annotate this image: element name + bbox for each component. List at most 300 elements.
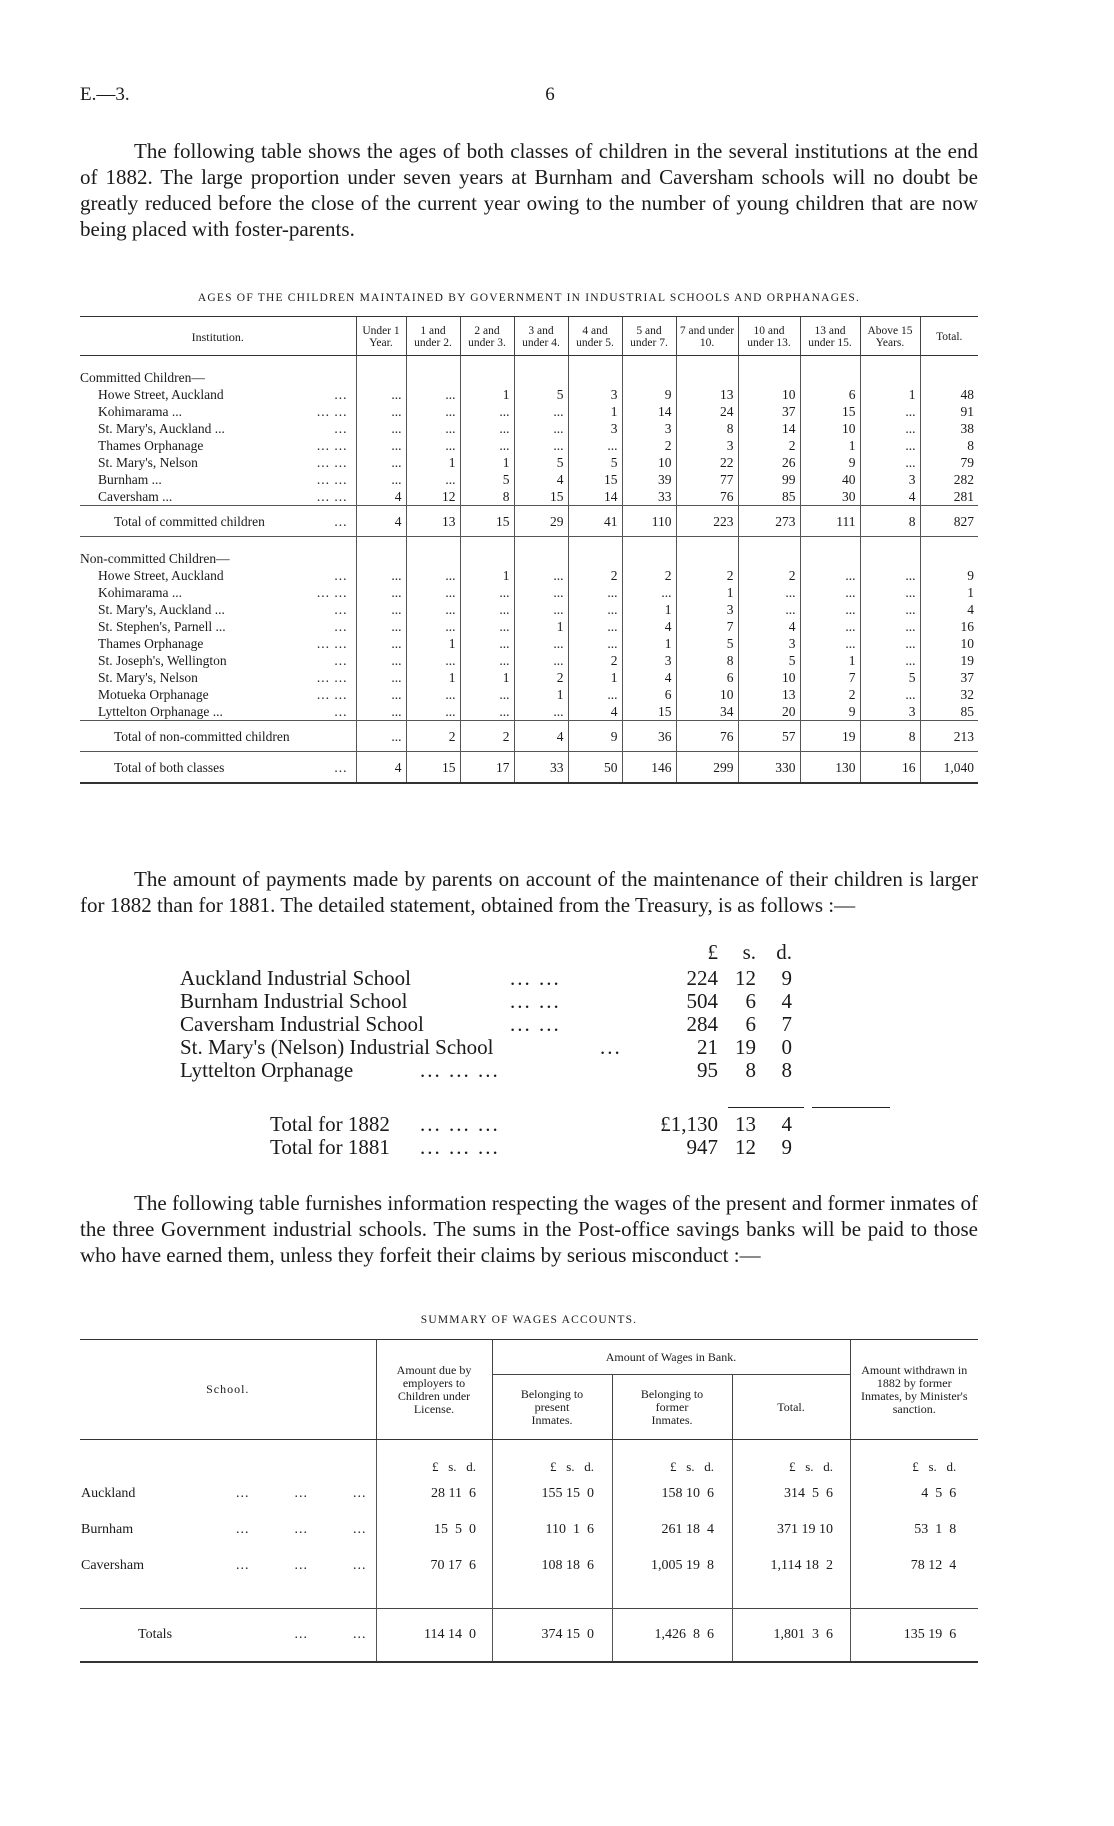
- table-cell: 3: [622, 652, 676, 669]
- empty-cell: [406, 550, 460, 567]
- amount-cell: [492, 1609, 612, 1663]
- pence-value: 7: [781, 1012, 792, 1036]
- currency-unit: £ s. d.: [669, 1459, 714, 1474]
- empty-cell: [676, 369, 738, 386]
- table-cell: ...: [800, 584, 860, 601]
- payment-label: St. Mary's (Nelson) Industrial School: [180, 1035, 494, 1059]
- table-cell: 30: [800, 488, 860, 506]
- table-cell: 16: [920, 618, 978, 635]
- table-cell: ...: [860, 601, 920, 618]
- table-cell: ...: [356, 703, 406, 721]
- table-cell: 3: [738, 635, 800, 652]
- ages-header-row: [80, 317, 978, 356]
- table-cell: ...: [800, 618, 860, 635]
- table-cell: ...: [406, 703, 460, 721]
- amount-value: 1,114 18 2: [770, 1558, 833, 1573]
- empty-cell: [800, 369, 860, 386]
- table-cell: 48: [920, 386, 978, 403]
- table-cell: ...: [460, 635, 514, 652]
- pounds-header: £: [707, 940, 718, 964]
- spacer-cell: [676, 537, 738, 551]
- table-cell: 24: [676, 403, 738, 420]
- pounds-value: 95: [697, 1058, 718, 1082]
- school-cell: [80, 1609, 376, 1663]
- spacer-cell: [738, 537, 800, 551]
- payments-currency-header: [180, 940, 880, 966]
- institution-name: St. Mary's, Nelson: [98, 455, 198, 470]
- amount-value: 70 17 6: [430, 1558, 476, 1573]
- amount-value: 1,426 8 6: [654, 1627, 714, 1642]
- shillings-value: 19: [735, 1035, 756, 1059]
- dot-leader: ... ...: [294, 1627, 367, 1642]
- sum-rule: [812, 1107, 890, 1108]
- amount-value: 158 10 6: [661, 1486, 714, 1501]
- institution-name: St. Mary's, Auckland ...: [98, 421, 225, 436]
- institution-cell: [80, 454, 356, 471]
- table-cell: 15: [622, 703, 676, 721]
- spacer-cell: [356, 537, 406, 551]
- table-cell: ...: [356, 403, 406, 420]
- dot-leader: ... ... ...: [236, 1522, 367, 1537]
- spacer-cell: [800, 356, 860, 370]
- table-cell: 8: [860, 721, 920, 752]
- school-name: Caversham: [81, 1558, 144, 1573]
- amount-value: 374 15 0: [541, 1627, 594, 1642]
- table-cell: ...: [460, 686, 514, 703]
- dot-leader: ... ... ...: [420, 1112, 500, 1136]
- pounds-value: £1,130: [660, 1112, 718, 1136]
- table-cell: ...: [514, 403, 568, 420]
- table-cell: ...: [460, 437, 514, 454]
- table-cell: ...: [356, 601, 406, 618]
- institution-name: Thames Orphanage: [98, 438, 204, 453]
- amount-cell: [376, 1609, 492, 1663]
- table-cell: 76: [676, 721, 738, 752]
- pence-value: 8: [781, 1058, 792, 1082]
- table-cell: 4: [622, 669, 676, 686]
- table-cell: 1: [514, 686, 568, 703]
- committed-total-row: [80, 506, 978, 537]
- institution-cell: [80, 437, 356, 454]
- table-cell: 2: [738, 437, 800, 454]
- table-cell: 29: [514, 506, 568, 537]
- institution-name: Howe Street, Auckland: [98, 387, 224, 402]
- table-cell: ...: [356, 652, 406, 669]
- table-cell: 99: [738, 471, 800, 488]
- table-cell: 85: [738, 488, 800, 506]
- amount-cell: [850, 1548, 978, 1584]
- table-cell: 37: [920, 669, 978, 686]
- column-header: Above 15 Years.: [860, 317, 920, 356]
- institution-name: Caversham ...: [98, 489, 173, 504]
- group-heading-row: [80, 550, 978, 567]
- table-cell: 17: [460, 752, 514, 784]
- dot-leader: ... ...: [316, 489, 348, 504]
- spacer-cell: [80, 356, 356, 370]
- dot-leader: ... ...: [316, 585, 348, 600]
- table-cell: ...: [406, 618, 460, 635]
- institution-cell: [80, 584, 356, 601]
- table-cell: 130: [800, 752, 860, 784]
- institution-name: Lyttelton Orphanage ...: [98, 704, 223, 719]
- pounds-value: 504: [686, 989, 718, 1013]
- amount-cell: [376, 1476, 492, 1512]
- noncommitted-total-row: [80, 721, 978, 752]
- column-header: 10 and under 13.: [738, 317, 800, 356]
- table-row: [80, 618, 978, 635]
- dot-leader: ...: [334, 759, 348, 775]
- institution-name: Howe Street, Auckland: [98, 568, 224, 583]
- table-cell: ...: [568, 437, 622, 454]
- table-cell: 9: [622, 386, 676, 403]
- column-header: 13 and under 15.: [800, 317, 860, 356]
- table-cell: 13: [406, 506, 460, 537]
- column-header: 4 and under 5.: [568, 317, 622, 356]
- institution-cell: [80, 669, 356, 686]
- table-cell: 7: [676, 618, 738, 635]
- spacer-cell: [738, 356, 800, 370]
- table-cell: 33: [622, 488, 676, 506]
- spacer-cell: [676, 356, 738, 370]
- table-cell: ...: [860, 618, 920, 635]
- amount-value: 114 14 0: [424, 1627, 476, 1642]
- table-cell: ...: [514, 601, 568, 618]
- dot-leader: ... ...: [316, 472, 348, 487]
- amount-cell: [612, 1512, 732, 1548]
- table-cell: 1,040: [920, 752, 978, 784]
- shillings-value: 12: [735, 966, 756, 990]
- column-header: 1 and under 2.: [406, 317, 460, 356]
- amount-cell: [612, 1548, 732, 1584]
- amount-cell: [732, 1609, 850, 1663]
- spacer-cell: [568, 537, 622, 551]
- column-header: Institution.: [80, 317, 356, 356]
- institution-cell: [80, 403, 356, 420]
- table-cell: 3: [676, 601, 738, 618]
- table-row: [80, 669, 978, 686]
- spacer-row: [80, 537, 978, 551]
- spacer-cell: [80, 1584, 376, 1609]
- table-cell: 12: [406, 488, 460, 506]
- empty-cell: [514, 369, 568, 386]
- table-cell: 4: [920, 601, 978, 618]
- table-cell: 299: [676, 752, 738, 784]
- table-cell: ...: [460, 403, 514, 420]
- empty-cell: [676, 550, 738, 567]
- table-cell: 7: [800, 669, 860, 686]
- table-cell: ...: [460, 420, 514, 437]
- amount-value: 261 18 4: [661, 1522, 714, 1537]
- spacer-row: [80, 1584, 978, 1609]
- table-cell: 5: [460, 471, 514, 488]
- institution-cell: [80, 703, 356, 721]
- table-cell: ...: [356, 669, 406, 686]
- table-cell: ...: [460, 601, 514, 618]
- table-cell: ...: [356, 635, 406, 652]
- amount-value: 155 15 0: [541, 1486, 594, 1501]
- school-column-header: School.: [80, 1340, 376, 1440]
- amount-value: 1,005 19 8: [651, 1558, 714, 1573]
- spacer-cell: [850, 1584, 978, 1609]
- table-cell: 8: [460, 488, 514, 506]
- amount-cell: [850, 1609, 978, 1663]
- table-cell: ...: [406, 601, 460, 618]
- table-cell: 4: [514, 721, 568, 752]
- payment-row: [180, 1058, 880, 1084]
- table-cell: 4: [568, 703, 622, 721]
- table-cell: 91: [920, 403, 978, 420]
- table-cell: 1: [460, 669, 514, 686]
- column-header: Total.: [920, 317, 978, 356]
- institution-name: Total of non-committed children: [114, 728, 290, 744]
- empty-cell: [80, 1440, 376, 1477]
- pence-value: 4: [781, 989, 792, 1013]
- empty-cell: [622, 550, 676, 567]
- dot-leader: ...: [334, 602, 348, 617]
- table-cell: 2: [406, 721, 460, 752]
- empty-cell: [568, 369, 622, 386]
- table-cell: 1: [568, 403, 622, 420]
- ages-table-caption: AGES OF THE CHILDREN MAINTAINED BY GOVERNMENT IN INDUSTRIAL SCHOOLS AND ORPHANAGES.: [197, 292, 861, 304]
- table-cell: 1: [622, 635, 676, 652]
- amount-value: 108 18 6: [541, 1558, 594, 1573]
- sum-rule: [728, 1107, 804, 1108]
- table-cell: 10: [676, 686, 738, 703]
- wages-table-body: [80, 1440, 978, 1663]
- payments-paragraph: The amount of payments made by parents on account of the maintenance of their children is larger for 1882 than for 1881. The detailed statement, obtained from the Treasury, is as follows :—: [80, 867, 978, 917]
- spacer-cell: [514, 537, 568, 551]
- dot-leader: ... ...: [316, 670, 348, 685]
- table-cell: 9: [920, 567, 978, 584]
- table-cell: 50: [568, 752, 622, 784]
- shillings-value: 12: [735, 1135, 756, 1159]
- table-cell: 4: [738, 618, 800, 635]
- dot-leader: ... ...: [316, 455, 348, 470]
- spacer-cell: [406, 537, 460, 551]
- spacer-cell: [376, 1584, 492, 1609]
- table-cell: 14: [622, 403, 676, 420]
- table-cell: 13: [676, 386, 738, 403]
- dot-leader: ...: [334, 568, 348, 583]
- school-cell: [80, 1512, 376, 1548]
- institution-cell: [80, 618, 356, 635]
- amount-value: 135 19 6: [903, 1627, 957, 1642]
- amount-value: 53 1 8: [914, 1522, 957, 1537]
- institution-name: St. Mary's, Nelson: [98, 670, 198, 685]
- page-header: [80, 84, 980, 108]
- table-row: [80, 488, 978, 506]
- amount-cell: [612, 1476, 732, 1512]
- institution-cell: [80, 635, 356, 652]
- institution-cell: [80, 721, 356, 752]
- table-cell: 2: [514, 669, 568, 686]
- empty-cell: [860, 550, 920, 567]
- pounds-value: 947: [686, 1135, 718, 1159]
- table-cell: 111: [800, 506, 860, 537]
- table-row: [80, 635, 978, 652]
- table-cell: 36: [622, 721, 676, 752]
- table-cell: 1: [406, 635, 460, 652]
- dot-leader: ... ...: [510, 1012, 561, 1036]
- table-cell: 4: [356, 506, 406, 537]
- table-cell: 9: [800, 703, 860, 721]
- empty-cell: [406, 369, 460, 386]
- currency-unit: £ s. d.: [912, 1459, 957, 1474]
- table-cell: 8: [920, 437, 978, 454]
- institution-name: Burnham ...: [98, 472, 162, 487]
- table-cell: 2: [676, 567, 738, 584]
- dot-leader: ... ...: [510, 989, 561, 1013]
- totals-row: [80, 1609, 978, 1663]
- table-cell: ...: [460, 618, 514, 635]
- amount-value: 28 11 6: [431, 1486, 476, 1501]
- empty-cell: [738, 550, 800, 567]
- table-cell: 14: [738, 420, 800, 437]
- school-name: Burnham: [81, 1522, 134, 1537]
- empty-cell: [356, 369, 406, 386]
- table-cell: ...: [568, 584, 622, 601]
- payment-label: Lyttelton Orphanage: [180, 1058, 354, 1082]
- amount-value: 4 5 6: [921, 1486, 957, 1501]
- table-cell: ...: [406, 652, 460, 669]
- spacer-cell: [80, 537, 356, 551]
- institution-name: Thames Orphanage: [98, 636, 204, 651]
- dot-leader: ... ...: [316, 636, 348, 651]
- table-cell: ...: [860, 652, 920, 669]
- spacer-cell: [920, 537, 978, 551]
- table-cell: 8: [676, 652, 738, 669]
- institution-name: Motueka Orphanage: [98, 687, 209, 702]
- institution-cell: [80, 686, 356, 703]
- present-inmates-column-header: Belonging to present Inmates.: [492, 1375, 612, 1440]
- table-cell: 1: [676, 584, 738, 601]
- table-cell: ...: [406, 403, 460, 420]
- spacer-cell: [514, 356, 568, 370]
- table-cell: 57: [738, 721, 800, 752]
- pounds-value: 21: [697, 1035, 718, 1059]
- table-row: [80, 454, 978, 471]
- table-cell: ...: [356, 471, 406, 488]
- table-cell: ...: [568, 635, 622, 652]
- table-cell: 330: [738, 752, 800, 784]
- table-cell: 26: [738, 454, 800, 471]
- table-cell: 40: [800, 471, 860, 488]
- empty-cell: [920, 550, 978, 567]
- table-cell: 20: [738, 703, 800, 721]
- table-cell: ...: [622, 584, 676, 601]
- amount-cell: [376, 1548, 492, 1584]
- table-cell: 1: [460, 386, 514, 403]
- amount-cell: [732, 1548, 850, 1584]
- dot-leader: ... ...: [316, 438, 348, 453]
- table-cell: 4: [622, 618, 676, 635]
- table-cell: 37: [738, 403, 800, 420]
- table-cell: ...: [460, 703, 514, 721]
- spacer-cell: [920, 356, 978, 370]
- dot-leader: ...: [334, 619, 348, 634]
- table-cell: ...: [406, 420, 460, 437]
- table-cell: 3: [676, 437, 738, 454]
- institution-name: Kohimarama ...: [98, 585, 182, 600]
- shillings-value: 13: [735, 1112, 756, 1136]
- table-cell: ...: [460, 652, 514, 669]
- table-cell: ...: [800, 635, 860, 652]
- table-cell: ...: [860, 420, 920, 437]
- table-cell: 10: [920, 635, 978, 652]
- in-bank-group-header: Amount of Wages in Bank.: [492, 1340, 850, 1375]
- table-row: [80, 437, 978, 454]
- spacer-cell: [622, 356, 676, 370]
- table-cell: 3: [860, 471, 920, 488]
- table-cell: 15: [460, 506, 514, 537]
- institution-cell: [80, 601, 356, 618]
- table-row: [80, 567, 978, 584]
- currency-unit-cell: [850, 1440, 978, 1477]
- pence-value: 9: [781, 1135, 792, 1159]
- table-cell: 34: [676, 703, 738, 721]
- table-cell: 110: [622, 506, 676, 537]
- table-cell: 39: [622, 471, 676, 488]
- table-cell: 1: [514, 618, 568, 635]
- table-cell: 14: [568, 488, 622, 506]
- table-cell: 1: [800, 652, 860, 669]
- table-cell: ...: [738, 584, 800, 601]
- payment-label: Burnham Industrial School: [180, 989, 408, 1013]
- table-cell: ...: [860, 454, 920, 471]
- table-cell: ...: [460, 584, 514, 601]
- institution-cell: [80, 652, 356, 669]
- currency-unit: £ s. d.: [431, 1459, 476, 1474]
- currency-unit: £ s. d.: [788, 1459, 833, 1474]
- table-cell: 8: [676, 420, 738, 437]
- table-cell: ...: [406, 686, 460, 703]
- table-cell: 2: [800, 686, 860, 703]
- table-cell: 4: [860, 488, 920, 506]
- shillings-value: 8: [745, 1058, 756, 1082]
- table-cell: 8: [860, 506, 920, 537]
- table-cell: 15: [406, 752, 460, 784]
- table-cell: ...: [356, 386, 406, 403]
- pence-value: 9: [781, 966, 792, 990]
- group-heading: Non-committed Children—: [80, 551, 230, 566]
- table-cell: 5: [568, 454, 622, 471]
- table-cell: 38: [920, 420, 978, 437]
- dot-leader: ... ... ...: [236, 1558, 367, 1573]
- table-cell: 827: [920, 506, 978, 537]
- dot-leader: ...: [600, 1035, 622, 1059]
- payment-label: Total for 1881: [270, 1135, 390, 1159]
- empty-cell: [356, 550, 406, 567]
- amount-cell: [492, 1512, 612, 1548]
- empty-cell: [860, 369, 920, 386]
- table-cell: 16: [860, 752, 920, 784]
- table-cell: ...: [406, 471, 460, 488]
- table-cell: 15: [514, 488, 568, 506]
- table-cell: 76: [676, 488, 738, 506]
- table-cell: 5: [738, 652, 800, 669]
- table-cell: 3: [568, 386, 622, 403]
- table-cell: 2: [568, 567, 622, 584]
- amount-value: 78 12 4: [910, 1558, 957, 1573]
- table-cell: 4: [356, 752, 406, 784]
- table-cell: 19: [920, 652, 978, 669]
- amount-cell: [612, 1609, 732, 1663]
- table-cell: 6: [800, 386, 860, 403]
- dot-leader: ... ...: [316, 687, 348, 702]
- institution-name: Total of committed children: [114, 513, 265, 529]
- table-cell: 19: [800, 721, 860, 752]
- table-cell: 282: [920, 471, 978, 488]
